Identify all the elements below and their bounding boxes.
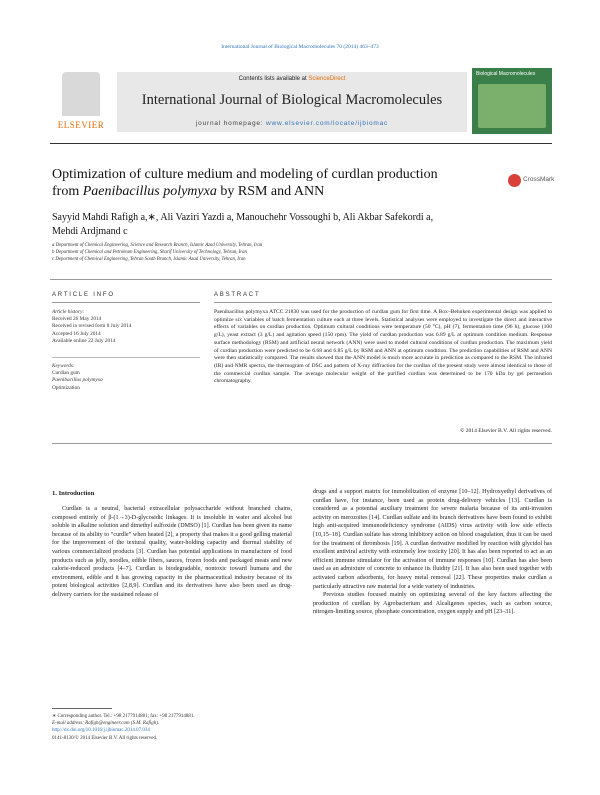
contents-line: [117, 76, 467, 82]
paragraph: Previous studies focused mainly on optimizing several of the key factors affecting the production of curdlan by Agrobacterium and Alcaligenes species, such as carbon source, nitrogen-limiting source, phosphate concentration, oxygen supply and pH [23–31].: [313, 592, 552, 616]
elsevier-logo: [50, 68, 112, 130]
paragraph: Curdlan is a neutral, bacterial extracellular polysaccharide without branched chains, composed entirely of β-(1→3)-D-glycosidic linkages. It is insoluble in water and alcohol but soluble in alkaline solution and dimethyl sulfoxide (DMSO) [1]. Curdlan has been given its name because of its ability to “curdle” when heated [2], a property that makes it a good gelling material for the improvement of the textural quality, water-holding capacity and thermal stability of various commercialized products [3]. Curdlan has potential applications in manufacture of food products such as jelly, noodles, edible fibers, sauces, frozen foods and packaged meats and new calorie-reduced products [4–7]. Curdlan is biodegradable, nontoxic toward humans and the environment, edible and it has growing capacity in the pharmaceutical industry because of its potent biological activities [2,8,9]. Curdlan and its derivatives have also been used as drug-delivery carriers for the sustained release of: [52, 506, 292, 598]
article-info-heading: ARTICLE INFO: [52, 292, 115, 298]
affiliation-a: a Department of Chemical Engineering, Science and Research Branch, Islamic Azad University, Tehran, Iran: [52, 243, 263, 248]
title-prefix: from: [52, 184, 83, 199]
homepage-label: journal homepage:: [195, 120, 266, 127]
footnote-corresponding: ∗ Corresponding author. Tel.: +98 2177914881; fax: +98 2177914881.: [52, 714, 195, 719]
title-line-1: Optimization of culture medium and modeling of curdlan production: [52, 167, 438, 182]
authors-line-1: Sayyid Mahdi Rafigh a,∗, Ali Vaziri Yazdi a, Manouchehr Vossoughi b, Ali Akbar Safekordi a,: [52, 212, 434, 223]
history-received: Received 26 May 2014: [52, 316, 102, 323]
section-heading-introduction: 1. Introduction: [52, 490, 95, 497]
keyword-item: Optimization: [52, 384, 80, 391]
footnote-email[interactable]: E-mail address: Rafigh@engineer.com (S.M. Rafigh).: [52, 721, 160, 727]
header-rule: [50, 143, 552, 144]
history-label: Article history:: [52, 309, 85, 315]
title-suffix: by RSM and ANN: [216, 184, 325, 199]
affiliation-c: c Department of Chemical Engineering, Tehran South Branch, Islamic Azad University, Tehran, Iran: [52, 257, 246, 262]
issn-copyright: 0141-8130/© 2014 Elsevier B.V. All rights reserved.: [52, 735, 158, 741]
authors-line-2: Mehdi Ardjmand c: [52, 226, 128, 237]
history-accepted: Accepted 16 July 2014: [52, 330, 101, 337]
article-history: [52, 309, 200, 345]
footnotes: [52, 713, 292, 742]
right-column: [313, 488, 552, 617]
article-title: [52, 166, 492, 200]
cover-title: Biological Macromolecules: [476, 71, 536, 77]
abstract-copyright: © 2014 Elsevier B.V. All rights reserved.: [460, 428, 552, 434]
keyword-item: Curdlan gum: [52, 370, 80, 377]
title-line-2: [52, 183, 492, 200]
banner-box: [117, 72, 467, 132]
keyword-item: Paenibacillus polymyxa: [52, 377, 103, 384]
keywords-rule: [52, 357, 200, 358]
cover-illustration: [478, 84, 546, 128]
sciencedirect-link[interactable]: ScienceDirect: [308, 76, 346, 82]
affiliation-rule: [50, 279, 552, 280]
history-revised: Received in revised form 8 July 2014: [52, 323, 132, 330]
paragraph: drugs and a support matrix for immobilization of enzyme [10–12]. Hydroxyethyl derivatives of curdlan have, for instance, been used as protein drug-delivery vehicles [13]. Curdlan is considered as a potential auxiliary treatment for severe malaria because of its anti-invasion activity on merozoites [14]. Curdlan sulfate and its branch derivatives have been found to exhibit high anti-acquired immunodeficiency syndrome (AIDS) virus activity with low side effects [10,15–18]. Curdlan sulfate has strong inhibitory action on blood coagulation, thus it can be used for the treatment of thrombosis [19]. A curdlan derivative modified by reaction with glycidol has excellent antiviral activity with extremely low toxicity [20]. It has also been reported to act as an efficient immune stimulator for the activation of immune responses [10]. Curdlan has also been used as an admixture of concrete to enhance its fluidity [21]. It has also been used together with activated carbon adsorbents, for heavy metal removal [22]. These properties make curdlan a particularly attractive raw material for a wide variety of industries.: [313, 489, 552, 590]
journal-banner: [50, 68, 552, 136]
left-column: [52, 505, 292, 600]
title-organism: Paenibacillus polymyxa: [82, 184, 217, 199]
crossmark-label: CrossMark: [523, 176, 555, 183]
affiliation-b: b Department of Chemical and Petroleum Engineering, Sharif University of Technology, Tehran, Iran: [52, 250, 247, 255]
homepage-url[interactable]: www.elsevier.com/locate/ijbiomac: [266, 120, 389, 127]
journal-reference[interactable]: International Journal of Biological Macromolecules 70 (2014) 463–473: [221, 44, 379, 50]
abstract-heading: ABSTRACT: [214, 292, 261, 298]
publisher-name: ELSEVIER: [57, 120, 105, 130]
abstract-text: Paenibacillus polymyxa ATCC 21830 was used for the production of curdlan gum for first time. A Box–Behnken experimental design was applied to optimize six variables of batch fermentation culture each at three levels. Statistical analyses were employed to investigate the direct and interactive effects of variables on curdlan production. Optimum cultural conditions were temperature (50 °C), pH (7), fermentation time (96 h), glucose (100 g/L), yeast extract (3 g/L) and agitation speed (150 rpm). The yield of curdlan production was 6.89 g/L at optimum condition medium. Response surface methodology (RSM) and artificial neural network (ANN) were used to model cultural conditions of curdlan production. The maximum yield of curdlan production were predicted to be 6.68 and 6.85 g/L by RSM and ANN at optimum condition. The prediction capabilities of RSM and ANN were then statistically compared. The results showed that the ANN model is much more accurate in prediction as compared to the RSM. The infrared (IR) and NMR spectra, the thermogram of DSC and pattern of X-ray diffraction for the curdlan of the present study were almost identical to those of the commercial curdlan sample. The average molecular weight of the purified curdlan was determined to be 170 kDa by gel permeation chromatography.: [214, 309, 552, 385]
crossmark-button[interactable]: [508, 174, 555, 188]
article-info-rule: [52, 302, 200, 303]
author-list: [52, 211, 552, 239]
journal-title: International Journal of Biological Macromolecules: [141, 92, 443, 108]
keywords-label: Keywords:: [52, 363, 75, 369]
abstract-rule: [214, 302, 552, 303]
history-online: Available online 22 July 2014: [52, 337, 116, 344]
keywords: [52, 363, 200, 392]
elsevier-tree-icon: [62, 72, 100, 116]
journal-homepage: [117, 120, 467, 127]
footnote-rule: [52, 708, 112, 709]
doi-link[interactable]: http://dx.doi.org/10.1016/j.ijbiomac.2014.07.034: [52, 728, 150, 734]
journal-cover-image: [472, 68, 552, 134]
crossmark-icon: [508, 174, 521, 187]
abstract-bottom-rule: [52, 443, 552, 444]
contents-text: Contents lists available at: [238, 76, 309, 82]
